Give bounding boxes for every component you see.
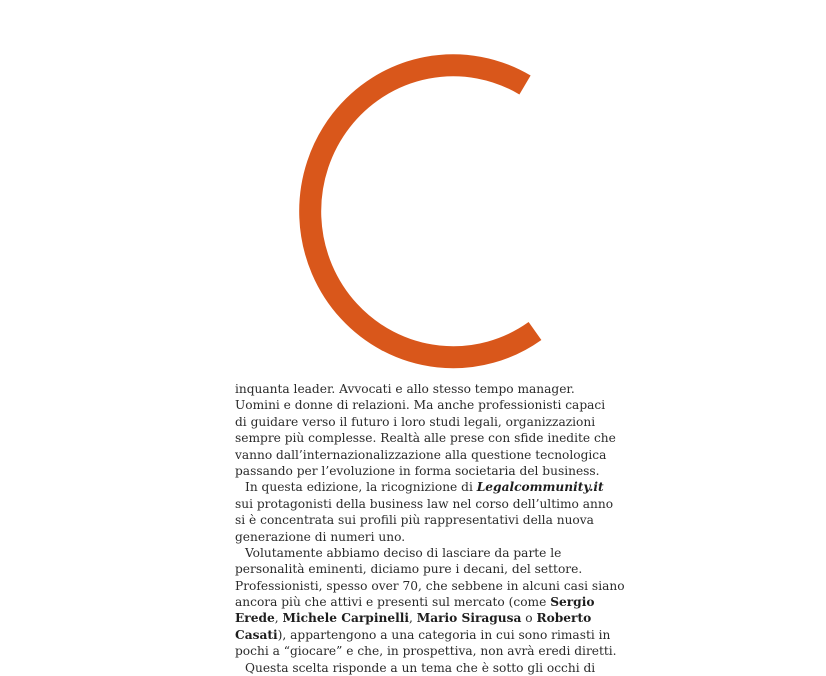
drop-cap-letter-c: [244, 48, 544, 384]
text-run: sui protagonisti della business law nel corso dell’ultimo anno: [235, 496, 614, 511]
text-run: si è concentrata sui profili più rappresentativi della nuova: [235, 513, 594, 528]
text-run: di guidare verso il futuro i loro studi legali, organizzazioni: [235, 414, 596, 429]
article-line: [235, 545, 595, 561]
text-run: pochi a “giocare” e che, in prospettiva, non avrà eredi diretti.: [235, 644, 617, 659]
person-name: Erede: [235, 611, 275, 626]
person-name: Casati: [235, 627, 278, 642]
brand-name: Legalcommunity.it: [476, 480, 604, 495]
text-run: ,: [274, 611, 283, 626]
article-line: [235, 578, 625, 594]
article-line: [235, 561, 595, 577]
person-name: Mario Siragusa: [416, 611, 522, 626]
article-line: [235, 529, 595, 545]
article-body: [235, 381, 625, 676]
article-line: [235, 447, 607, 463]
article-line: [235, 627, 611, 643]
article-line: [235, 660, 595, 676]
article-line: [235, 512, 595, 528]
text-run: vanno dall’internazionalizzazione alla questione tecnologica: [235, 447, 607, 462]
text-run: ), appartengono a una categoria in cui sono rimasti in: [277, 627, 611, 642]
article-line: [235, 479, 604, 495]
article-line: [235, 610, 595, 626]
text-run: personalità eminenti, diciamo pure i decani, del settore.: [235, 562, 583, 577]
text-run: ancora più che attivi e presenti sul mercato (come: [235, 595, 551, 610]
person-name: Michele Carpinelli: [282, 611, 409, 626]
text-run: ,: [408, 611, 417, 626]
text-run: Professionisti, spesso over 70, che sebbene in alcuni casi siano: [235, 578, 625, 593]
text-run: Volutamente abbiamo deciso di lasciare da parte le: [245, 545, 562, 560]
article-line: [235, 496, 614, 512]
person-name: Sergio: [550, 595, 595, 610]
text-run: o: [521, 611, 537, 626]
article-line: [235, 430, 616, 446]
text-run: Uomini e donne di relazioni. Ma anche professionisti capaci: [235, 398, 606, 413]
text-run: generazione di numeri uno.: [235, 529, 406, 544]
text-run: In questa edizione, la ricognizione di: [245, 480, 477, 495]
article-line: [235, 463, 600, 479]
text-run: sempre più complesse. Realtà alle prese con sfide inedite che: [235, 431, 616, 446]
text-run: Questa scelta risponde a un tema che è sotto gli occhi di: [245, 660, 596, 675]
text-run: inquanta leader. Avvocati e allo stesso tempo manager.: [235, 382, 575, 396]
article-line: [235, 414, 595, 430]
text-run: passando per l’evoluzione in forma societaria del business.: [235, 463, 600, 478]
drop-cap-c-arc: [310, 65, 535, 357]
article-line: [235, 381, 595, 397]
article-line: [235, 594, 595, 610]
person-name: Roberto: [536, 611, 592, 626]
article-line: [235, 397, 606, 413]
article-line: [235, 643, 617, 659]
